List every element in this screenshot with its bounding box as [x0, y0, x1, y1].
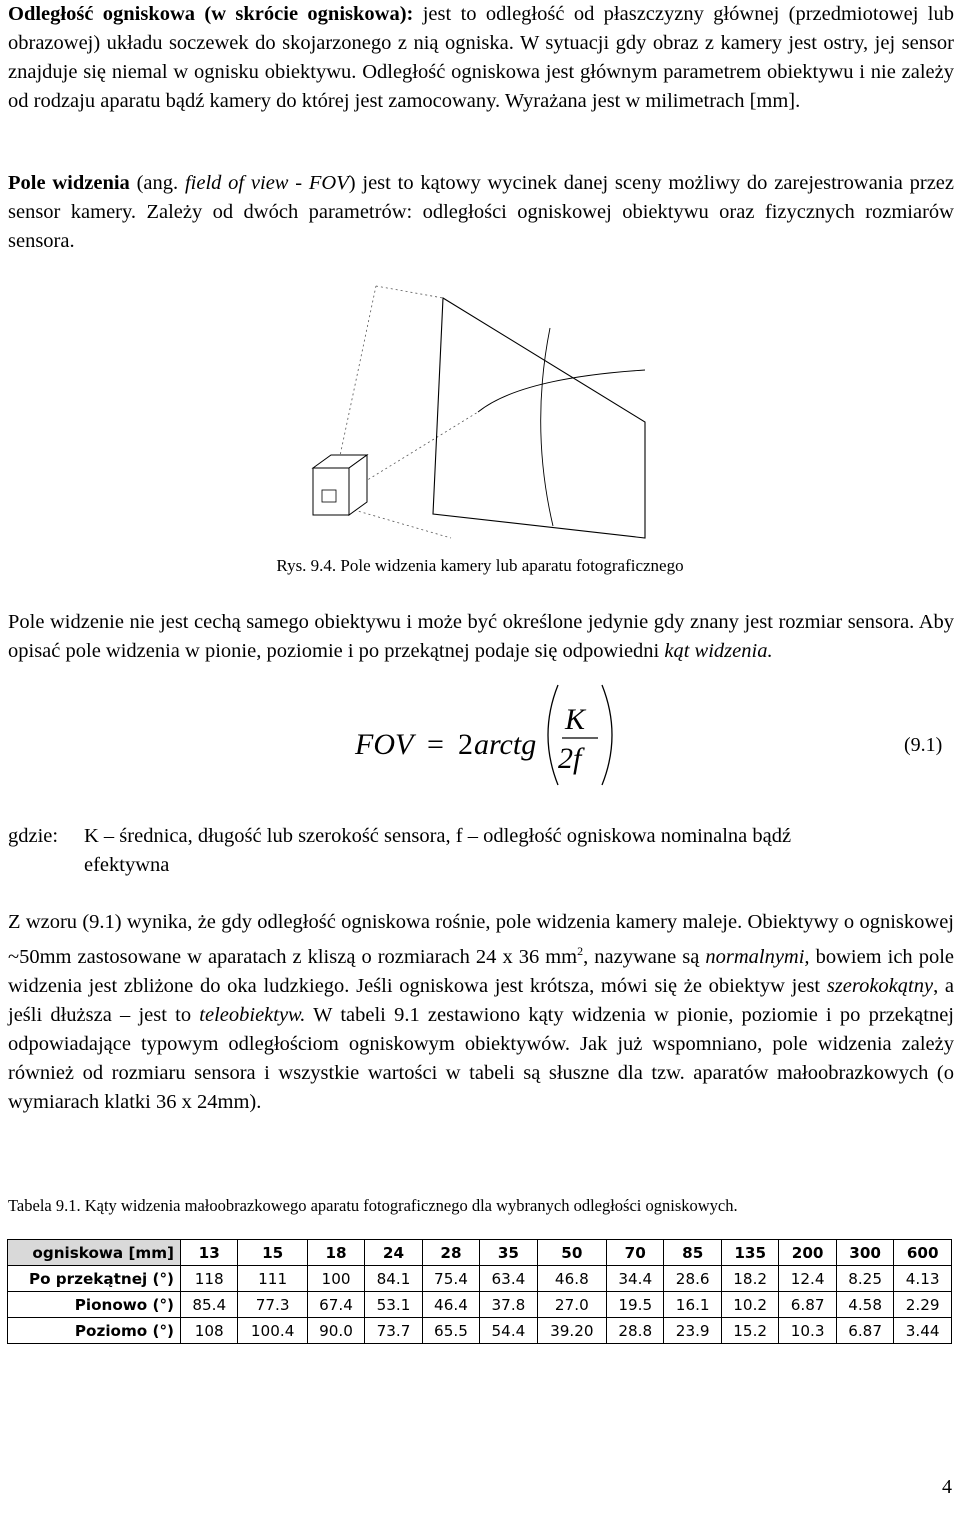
table-cell: 28.6 — [664, 1266, 721, 1292]
equation-coefficient: 2 — [458, 728, 473, 761]
camera-box — [313, 455, 367, 515]
table-cell: 23.9 — [664, 1318, 721, 1344]
focal-length-term: Odległość ogniskowa (w skrócie ogniskowa): — [8, 3, 414, 25]
focal-length-effects-paragraph — [8, 908, 954, 1117]
field-of-view-diagram — [300, 278, 660, 548]
table-cell: 16.1 — [664, 1292, 721, 1318]
table-cell: 35 — [480, 1240, 537, 1266]
table-cell: 10.2 — [721, 1292, 778, 1318]
where-label: gdzie: — [8, 825, 59, 847]
table-cell: 70 — [607, 1240, 664, 1266]
table-cell: 6.87 — [836, 1318, 893, 1344]
table-cell: 27.0 — [537, 1292, 606, 1318]
table-cell: 24 — [365, 1240, 422, 1266]
table-cell: 67.4 — [307, 1292, 364, 1318]
table-cell: 300 — [836, 1240, 893, 1266]
equation-number: (9.1) — [904, 734, 943, 756]
table-cell: 85.4 — [181, 1292, 238, 1318]
fov-paragraph — [8, 169, 954, 256]
equation-denominator: 2f — [558, 742, 582, 775]
equation-lhs: FOV — [355, 728, 414, 761]
table-cell: 13 — [181, 1240, 238, 1266]
image-plane — [433, 298, 645, 538]
table-cell: 63.4 — [480, 1266, 537, 1292]
equation-numerator: K — [565, 703, 586, 736]
table-cell: 111 — [238, 1266, 307, 1292]
viewing-angle-term: kąt widzenia. — [664, 640, 773, 662]
table-cell: 12.4 — [779, 1266, 836, 1292]
table-row — [8, 1240, 952, 1266]
table-cell: 15 — [238, 1240, 307, 1266]
fov-size-paragraph — [8, 608, 954, 666]
table-cell: 34.4 — [607, 1266, 664, 1292]
table-cell: 46.4 — [422, 1292, 479, 1318]
table-cell: 19.5 — [607, 1292, 664, 1318]
table-cell: 50 — [537, 1240, 606, 1266]
table-row — [8, 1292, 952, 1318]
table-cell: 39.20 — [537, 1318, 606, 1344]
table-cell: 4.13 — [894, 1266, 952, 1292]
table-cell: 15.2 — [721, 1318, 778, 1344]
fov-text-a: (ang. — [129, 172, 185, 194]
table-cell: 53.1 — [365, 1292, 422, 1318]
fov-english-term: field of view - FOV — [184, 172, 349, 194]
table-cell: 85 — [664, 1240, 721, 1266]
table-cell: 37.8 — [480, 1292, 537, 1318]
table-cell: 77.3 — [238, 1292, 307, 1318]
p4-text-1: Z wzoru (9.1) wynika, że gdy odległość ogniskowa rośnie, pole widzenia kamery maleje. Obiektywy o ogniskowej ~50mm zastosowane w aparatach z kliszą o rozmiarach 24 x 36 mm — [8, 911, 954, 968]
fov-definition: ) jest to kątowy wycinek danej sceny możliwy do zarejestrowania przez sensor kamery. Zależy od dwóch parametrów: odległości ogniskowej obiektywu oraz fizycznych rozmiarów sensora. — [8, 172, 954, 252]
table-cell: 28 — [422, 1240, 479, 1266]
row-header: ogniskowa [mm] — [8, 1240, 181, 1266]
equation-equals: = — [427, 728, 444, 761]
table-cell: 75.4 — [422, 1266, 479, 1292]
equation-function: arctg — [474, 728, 537, 761]
table-row — [8, 1318, 952, 1344]
table-cell: 200 — [779, 1240, 836, 1266]
table-cell: 18.2 — [721, 1266, 778, 1292]
table-cell: 4.58 — [836, 1292, 893, 1318]
table-cell: 84.1 — [365, 1266, 422, 1292]
table-cell: 108 — [181, 1318, 238, 1344]
fov-size-text: Pole widzenie nie jest cechą samego obiektywu i może być określone jedynie gdy znany jest rozmiar sensora. Aby opisać pole widzenia w pionie, poziomie i po przekątnej podaje się odpowiedni — [8, 611, 954, 662]
table-cell: 18 — [307, 1240, 364, 1266]
p4-text-2: , nazywane są — [583, 945, 706, 968]
table-cell: 8.25 — [836, 1266, 893, 1292]
table-row — [8, 1266, 952, 1292]
p4-text-5: W tabeli 9.1 zestawiono kąty widzenia w pionie, poziomie i po przekątnej odpowiadające typowym odległościom ogniskowym obiektywów. Jak już wspomniano, pole widzenia zależy również od rozmiaru sensora i wszystkie wartości w tabeli są słuszne dla tzw. aparatów małoobrazkowych (o wymiarach klatki 36 x 24mm). — [8, 1003, 954, 1113]
table-caption: Tabela 9.1. Kąty widzenia małoobrazkowego aparatu fotograficznego dla wybranych odległości ogniskowych. — [8, 1196, 738, 1215]
focal-length-definition: jest to odległość od płaszczyzny głównej (przedmiotowej lub obrazowej) układu soczewek do skojarzonego z nią ogniska. W sytuacji gdy obraz z kamery jest ostry, jej sensor znajduje się niemal w ognisku obiektywu. Odległość ogniskowa jest głównym parametrem obiektywu i nie zależy od rodzaju aparatu bądź kamery do której jest zamocowany. Wyrażana jest w milimetrach [mm]. — [8, 3, 954, 112]
table-cell: 54.4 — [480, 1318, 537, 1344]
fov-term: Pole widzenia — [8, 172, 130, 194]
table-cell: 118 — [181, 1266, 238, 1292]
table-cell: 46.8 — [537, 1266, 606, 1292]
table-cell: 135 — [721, 1240, 778, 1266]
viewing-angles-table — [7, 1239, 952, 1344]
p4-superscript: 2 — [577, 944, 584, 958]
table-cell: 28.8 — [607, 1318, 664, 1344]
normal-lens-term: normalnymi, — [705, 945, 810, 968]
figure-caption: Rys. 9.4. Pole widzenia kamery lub aparatu fotograficznego — [276, 556, 684, 575]
table-cell: 600 — [894, 1240, 952, 1266]
telephoto-term: teleobiektyw. — [199, 1003, 306, 1026]
table-cell: 65.5 — [422, 1318, 479, 1344]
table-cell: 6.87 — [779, 1292, 836, 1318]
row-header: Poziomo (°) — [8, 1318, 181, 1344]
table-cell: 100.4 — [238, 1318, 307, 1344]
where-line-2: efektywna — [84, 854, 170, 876]
table-cell: 73.7 — [365, 1318, 422, 1344]
p4-text-3: bowiem ich pole widzenia jest zbliżone do oka ludzkiego. Jeśli ogniskowa jest krótsza, mówi się że obiektyw jest — [8, 945, 954, 997]
where-line-1: K – średnica, długość lub szerokość sensora, f – odległość ogniskowa nominalna bądź — [84, 825, 792, 847]
row-header: Pionowo (°) — [8, 1292, 181, 1318]
table-cell: 3.44 — [894, 1318, 952, 1344]
table-cell: 100 — [307, 1266, 364, 1292]
row-header: Po przekątnej (°) — [8, 1266, 181, 1292]
wide-angle-term: szerokokątny — [826, 974, 934, 997]
focal-length-paragraph — [8, 0, 954, 116]
table-cell: 10.3 — [779, 1318, 836, 1344]
table-cell: 2.29 — [894, 1292, 952, 1318]
p4-text-4: , a jeśli dłuższa – jest to — [8, 974, 954, 1026]
table-cell: 90.0 — [307, 1318, 364, 1344]
page-number: 4 — [942, 1476, 952, 1498]
